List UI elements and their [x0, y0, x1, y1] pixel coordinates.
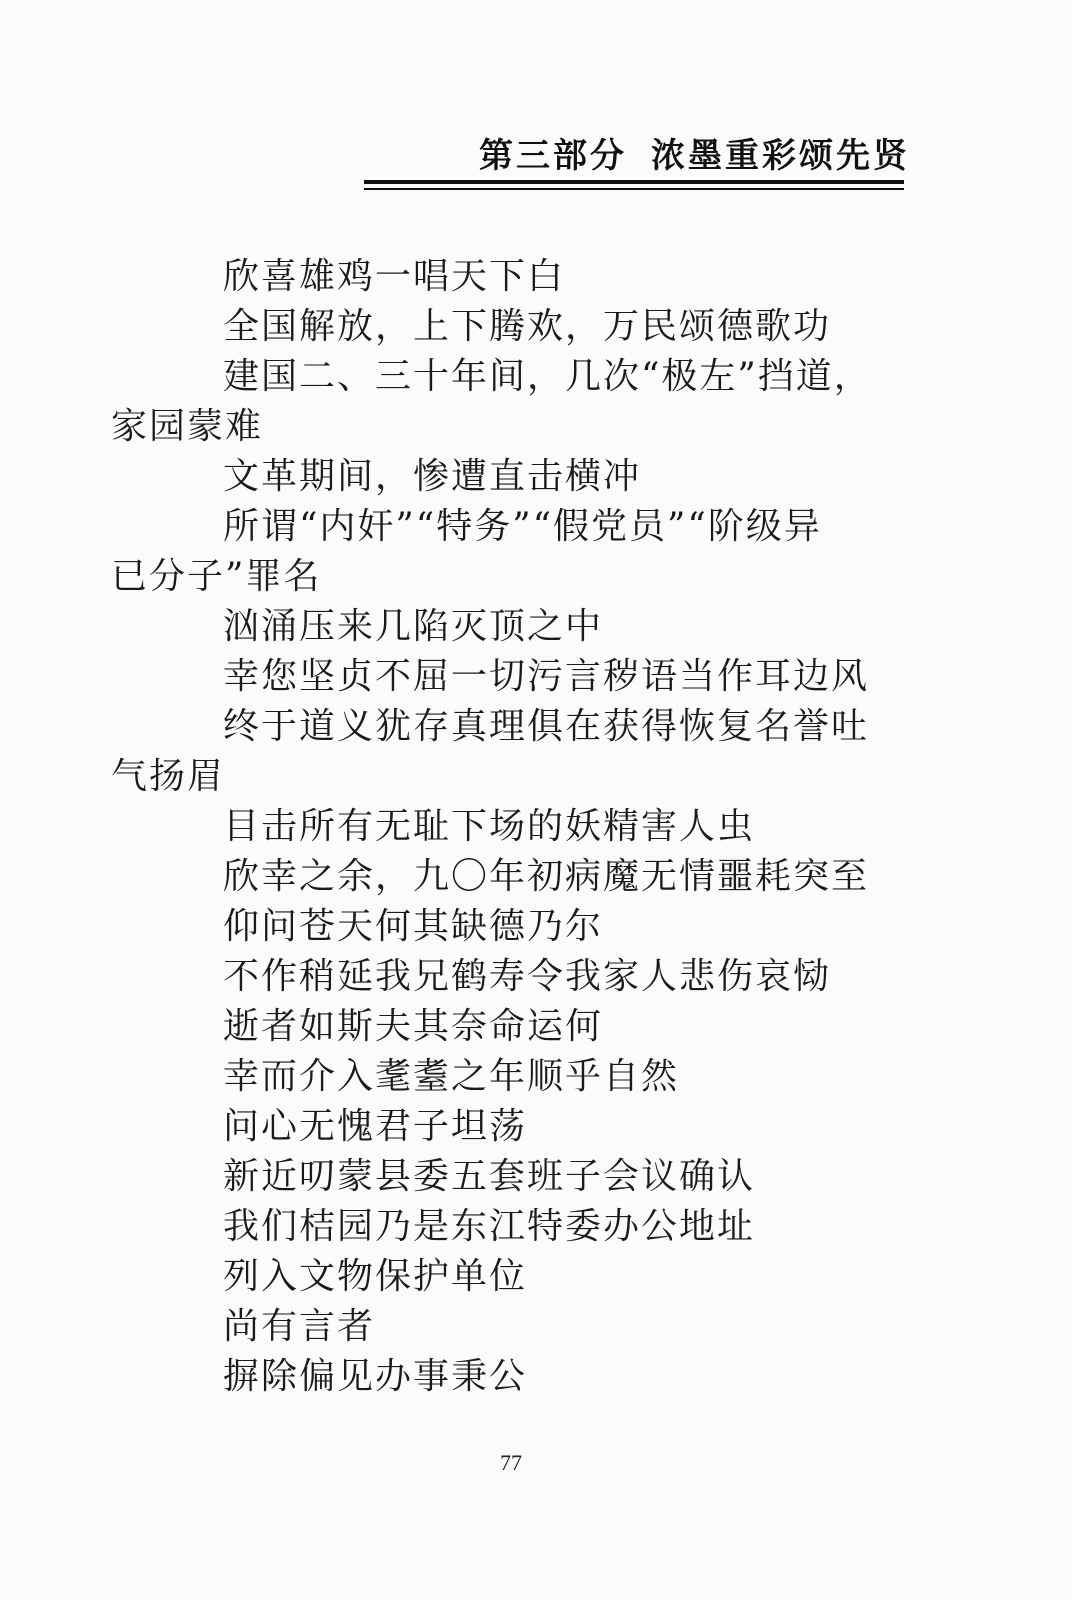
running-header	[479, 128, 910, 177]
header-title: 浓墨重彩颂先贤	[651, 136, 910, 176]
text-line: 文革期间，惨遭直击横冲	[223, 456, 642, 497]
text-line: 汹涌压来几陷灭顶之中	[223, 606, 604, 647]
text-line: 终于道义犹存真理俱在获得恢复名誉吐	[223, 706, 870, 747]
text-line: 尚有言者	[223, 1306, 376, 1347]
text-line: 欣幸之余，九〇年初病魔无情噩耗突至	[223, 856, 870, 897]
header-rule-thin	[364, 188, 904, 190]
text-line: 新近叨蒙县委五套班子会议确认	[223, 1156, 756, 1197]
text-line: 建国二、三十年间，几次“极左”挡道，	[223, 356, 872, 397]
text-line: 列入文物保护单位	[223, 1256, 528, 1297]
text-line: 所谓“内奸”“特务”“假党员”“阶级异	[223, 506, 822, 547]
header-section: 第三部分	[479, 136, 627, 176]
text-line: 欣喜雄鸡一唱天下白	[223, 256, 566, 297]
body-text	[111, 252, 911, 1402]
page-number: 77	[500, 1450, 522, 1475]
text-line: 不作稍延我兄鹤寿令我家人悲伤哀恸	[223, 956, 832, 997]
text-line: 逝者如斯夫其奈命运何	[223, 1006, 604, 1047]
text-line: 摒除偏见办事秉公	[223, 1356, 528, 1397]
text-line: 问心无愧君子坦荡	[223, 1106, 528, 1147]
text-line: 仰问苍天何其缺德乃尔	[223, 906, 604, 947]
header-rule-thick	[364, 180, 904, 184]
text-line-continued: 气扬眉	[111, 756, 226, 797]
text-line: 全国解放，上下腾欢，万民颂德歌功	[223, 306, 832, 347]
text-line: 我们桔园乃是东江特委办公地址	[223, 1206, 756, 1247]
text-line: 幸而介入耄耋之年顺乎自然	[223, 1056, 680, 1097]
text-line: 幸您坚贞不屈一切污言秽语当作耳边风	[223, 656, 870, 697]
text-line-continued: 已分子”罪名	[111, 556, 322, 597]
text-line-continued: 家园蒙难	[111, 406, 264, 447]
text-line: 目击所有无耻下场的妖精害人虫	[223, 806, 756, 847]
